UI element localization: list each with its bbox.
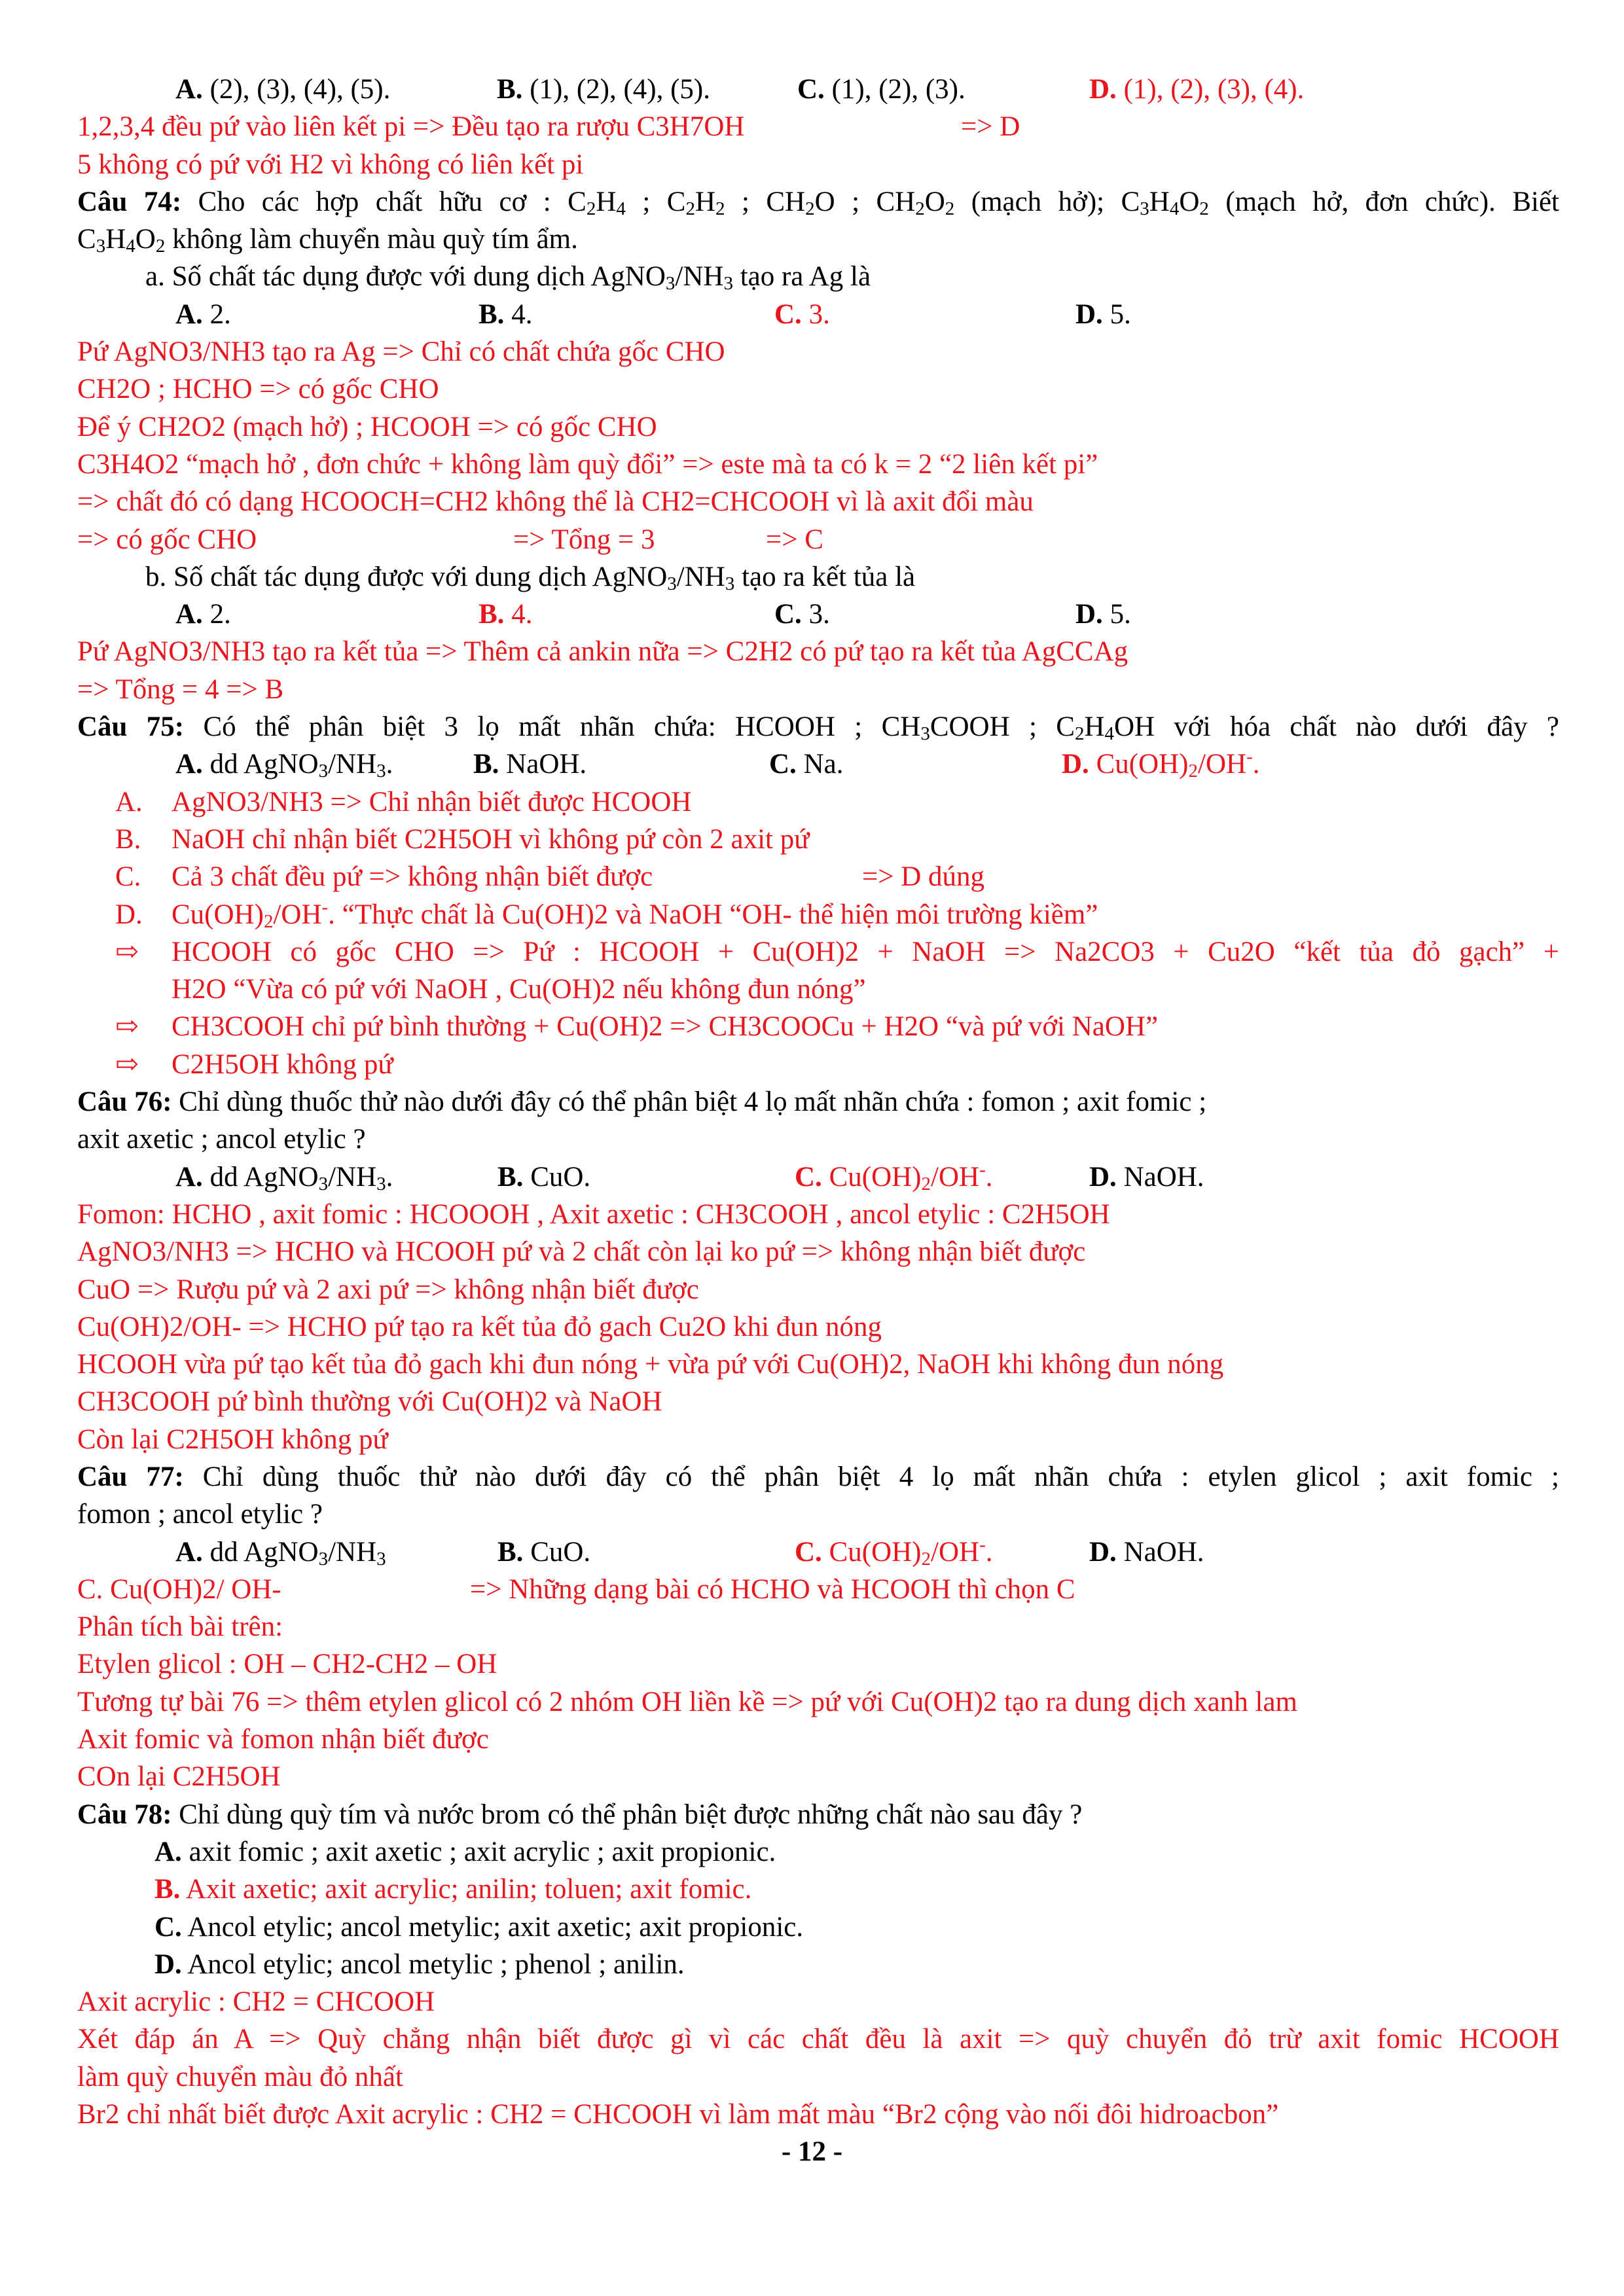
- arrow-icon: ⇨: [115, 1011, 139, 1043]
- q76-note: Cu(OH)2/OH- => HCHO pứ tạo ra kết tủa đỏ gach Cu2O khi đun nóng: [77, 1311, 882, 1342]
- q75-analysis-item: B. NaOH chỉ nhận biết C2H5OH vì không pứ còn 2 axit pứ: [115, 823, 810, 855]
- q77-note: C. Cu(OH)2/ OH- => Những dạng bài có HCHO và HCOOH thì chọn C: [77, 1573, 1075, 1605]
- q74b-note: => Tổng = 4 => B: [77, 673, 284, 705]
- q74b-note: Pứ AgNO3/NH3 tạo ra kết tủa => Thêm cả ankin nữa => C2H2 có pứ tạo ra kết tủa AgCCAg: [77, 636, 1128, 668]
- q76-question: Câu 76: Chỉ dùng thuốc thử nào dưới đây có thể phân biệt 4 lọ mất nhãn chứa : fomon ; axit fomic ;: [77, 1086, 1207, 1118]
- q77-options: A. dd $AgNO_3/NH_3$ B. CuO. C. $Cu(OH)_2/OH^-$. D. NaOH.: [175, 1534, 1204, 1570]
- q78-note: Br2 chỉ nhất biết được Axit acrylic : CH2 = CHCOOH vì làm mất màu “Br2 cộng vào nối đôi hidroacbon”: [77, 2099, 1279, 2130]
- q75-analysis-item: D. $Cu(OH)_2/OH^-$. “Thực chất là Cu(OH)2 và NaOH “OH- thể hiện môi trường kiềm”: [115, 896, 1098, 932]
- q76-options: A. dd $AgNO_3/NH_3$. B. CuO. C. $Cu(OH)_2/OH^-$. D. NaOH.: [175, 1158, 1204, 1194]
- q77-note: Axit fomic và fomon nhận biết được: [77, 1724, 489, 1755]
- q74a-note: Để ý CH2O2 (mạch hở) ; HCOOH => có gốc CHO: [77, 411, 657, 442]
- q74a-note: CH2O ; HCHO => có gốc CHO: [77, 374, 439, 405]
- q75-analysis-item: C. Cả 3 chất đều pứ => không nhận biết được => D dúng: [115, 861, 985, 893]
- q76-note: Còn lại C2H5OH không pứ: [77, 1424, 388, 1455]
- page-number: - 12 -: [781, 2136, 843, 2167]
- q74b-options: A. 2. B. 4. C. 3. D. 5.: [175, 599, 1131, 630]
- q73-note: 1,2,3,4 đều pứ vào liên kết pi => Đều tạo ra rượu C3H7OH => D: [77, 111, 1020, 143]
- q75-sub-item: ⇨ C2H5OH không pứ: [77, 1046, 1559, 1083]
- q74b-question: b. Số chất tác dụng được với dung dịch $AgNO_3/NH_3$ tạo ra kết tủa là: [145, 561, 916, 594]
- q77-note: Phân tích bài trên:: [77, 1611, 283, 1643]
- q73-note: 5 không có pứ với H2 vì không có liên kết pi: [77, 149, 584, 180]
- q76-note: Fomon: HCHO , axit fomic : HCOOOH , Axit axetic : CH3COOH , ancol etylic : C2H5OH: [77, 1198, 1110, 1230]
- document-page: [77, 71, 1559, 2133]
- q75-analysis-item: A. AgNO3/NH3 => Chỉ nhận biết được HCOOH: [115, 786, 692, 817]
- q74a-note: => có gốc CHO => Tổng = 3 => C: [77, 524, 823, 555]
- q78-note: làm quỳ chuyển màu đỏ nhất: [77, 2061, 403, 2092]
- q78-option-c: C. Ancol etylic; ancol metylic; axit axetic; axit propionic.: [154, 1911, 804, 1943]
- q78-note: Xét đáp án A => Quỳ chẳng nhận biết được gì vì các chất đều là axit => quỳ chuyển đỏ trừ axit fomic HCOOH: [77, 2024, 1559, 2055]
- q74-question-cont: $C_3H_4O_2$ không làm chuyển màu quỳ tím ẩm.: [77, 224, 578, 257]
- q78-option-b: B. Axit axetic; axit acrylic; anilin; toluen; axit fomic.: [154, 1874, 752, 1905]
- q75-question: Câu 75: Có thể phân biệt 3 lọ mất nhãn chứa: HCOOH ; $CH_3COOH$ ; $C_2H_4OH$ với hóa chất nào dưới đây ?: [77, 711, 1560, 745]
- q77-note: Tương tự bài 76 => thêm etylen glicol có 2 nhóm OH liền kề => pứ với Cu(OH)2 tạo ra dung dịch xanh lam: [77, 1686, 1297, 1717]
- arrow-icon: ⇨: [115, 1049, 139, 1080]
- q78-note: Axit acrylic : CH2 = CHCOOH: [77, 1986, 435, 2018]
- q74a-note: Pứ AgNO3/NH3 tạo ra Ag => Chỉ có chất chứa gốc CHO: [77, 336, 725, 368]
- q74-question: Câu 74: Cho các hợp chất hữu cơ : $C_2H_4$ ; $C_2H_2$ ; $CH_2O$ ; $CH_2O_2$ (mạch hở); $C_3H_4O_2$ (mạch hở, đơn chức). Biết: [77, 186, 1559, 219]
- q76-question-cont: axit axetic ; ancol etylic ?: [77, 1124, 366, 1155]
- q75-sub-item: ⇨ CH3COOH chỉ pứ bình thường + Cu(OH)2 => CH3COOCu + H2O “và pứ với NaOH”: [77, 1008, 1559, 1045]
- q76-note: AgNO3/NH3 => HCHO và HCOOH pứ và 2 chất còn lại ko pứ => không nhận biết được: [77, 1236, 1086, 1268]
- q78-question: Câu 78: Chỉ dùng quỳ tím và nước brom có thể phân biệt được những chất nào sau đây ?: [77, 1799, 1083, 1830]
- q73-options: A. (2), (3), (4), (5). B. (1), (2), (4), (5). C. (1), (2), (3). D. (1), (2), (3), (4).: [175, 74, 1305, 105]
- q74a-question: a. Số chất tác dụng được với dung dịch $AgNO_3/NH_3$ tạo ra Ag là: [145, 261, 871, 295]
- q78-option-a: A. axit fomic ; axit axetic ; axit acrylic ; axit propionic.: [154, 1836, 776, 1867]
- q77-question: Câu 77: Chỉ dùng thuốc thử nào dưới đây có thể phân biệt 4 lọ mất nhãn chứa : etylen glicol ; axit fomic ;: [77, 1461, 1559, 1492]
- q77-note: Etylen glicol : OH – CH2-CH2 – OH: [77, 1649, 497, 1680]
- q74a-note: => chất đó có dạng HCOOCH=CH2 không thể là CH2=CHCOOH vì là axit đổi màu: [77, 486, 1034, 518]
- q76-note: CuO => Rượu pứ và 2 axi pứ => không nhận biết được: [77, 1274, 699, 1305]
- q76-note: HCOOH vừa pứ tạo kết tủa đỏ gach khi đun nóng + vừa pứ với Cu(OH)2, NaOH khi không đun nóng: [77, 1349, 1224, 1380]
- q74a-options: A. 2. B. 4. C. 3. D. 5.: [175, 298, 1131, 330]
- q74a-note: C3H4O2 “mạch hở , đơn chức + không làm quỳ đổi” => este mà ta có k = 2 “2 liên kết pi”: [77, 448, 1098, 480]
- q75-sub-item-cont: H2O “Vừa có pứ với NaOH , Cu(OH)2 nếu không đun nóng”: [171, 974, 866, 1005]
- q77-note: COn lại C2H5OH: [77, 1761, 281, 1793]
- arrow-icon: ⇨: [115, 936, 139, 967]
- q75-sub-item: ⇨ HCOOH có gốc CHO => Pứ : HCOOH + Cu(OH)2 + NaOH => Na2CO3 + Cu2O “kết tủa đỏ gạch” +: [77, 933, 1559, 971]
- q76-note: CH3COOH pứ bình thường với Cu(OH)2 và NaOH: [77, 1386, 662, 1418]
- q77-question-cont: fomon ; ancol etylic ?: [77, 1499, 323, 1530]
- q75-options: A. dd $AgNO_3/NH_3$. B. NaOH. C. Na. D. $Cu(OH)_2/OH^-$.: [175, 746, 1260, 782]
- q78-option-d: D. Ancol etylic; ancol metylic ; phenol ; anilin.: [154, 1948, 685, 1980]
